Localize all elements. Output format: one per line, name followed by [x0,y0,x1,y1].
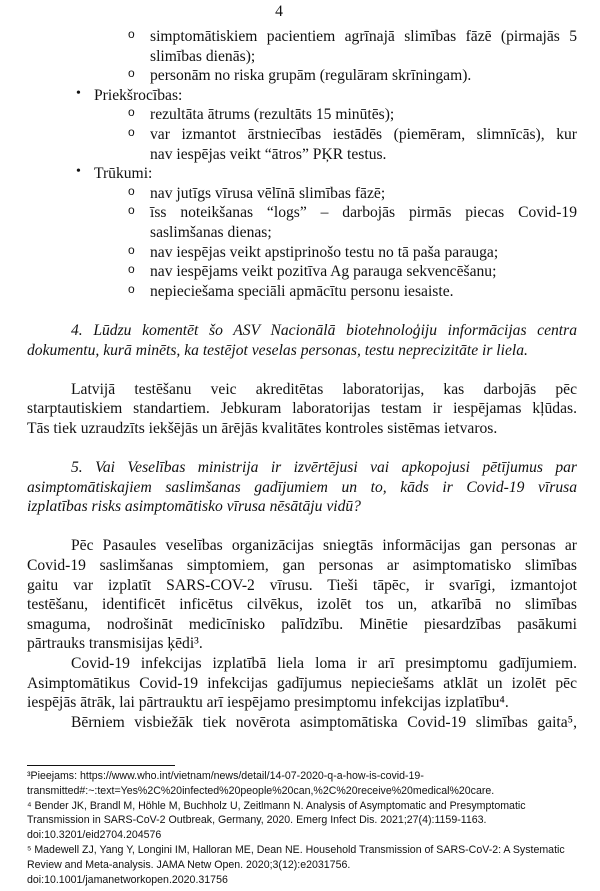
footnote-line: transmitted#:~:text=Yes%2C%20infected%20people%20can,%2C%20receive%20medical%20care. [27,784,495,797]
list-item-line: nav iespējams veikt pozitīva Ag parauga sekvencēšanu; [150,263,497,281]
bullet-label: Trūkumi: [94,165,153,183]
sub-list-item [27,27,577,66]
spacer [27,438,577,458]
bullet-heading [27,164,577,184]
answer-4-line: Tās tiek uzraudzīts iekšējās un ārējās kvalitātes kontroles sistēmas ietvaros. [27,419,498,437]
bullet-label: Priekšrocības: [94,86,183,104]
bullet-heading [27,86,577,106]
list-item-line: slimības dienās); [150,47,256,65]
list-item-line: nav iespējas veikt “ātros” PĶR testus. [150,145,387,163]
list-item-line: īss noteikšanas “logs” – darbojās pirmās piecas Covid-19 [150,204,577,222]
question-4-line: dokumentu, kurā minēts, ka testējot veselas personas, testu neprecizitāte ir liela. [27,341,528,359]
footnote-line: Transmission in SARS-CoV-2 Outbreak, Germany, 2020. Emerg Infect Dis. 2021;27(4):1159-1163. [27,814,487,827]
sub-list-item [27,105,577,125]
answer-5-line: gaitu var izplatīt SARS-COV-2 vīrusu. Tieši tāpēc, ir svarīgi, izmantojot [27,576,577,594]
circle-bullet-icon: o [128,242,135,257]
list-item-line: nav jutīgs vīrusa vēlīnā slimības fāzē; [150,184,386,202]
sub-list-item [27,243,577,263]
circle-bullet-icon: o [128,124,135,139]
answer-5-line: iespējās ātrāk, lai pārtrauktu arī iespējamo presimptomu infekcijas izplatību⁴. [27,694,509,712]
circle-bullet-icon: o [128,27,135,41]
footnote-3 [27,769,587,799]
circle-bullet-icon: o [128,105,135,120]
list-item-line: saslimšanas dienas; [150,223,272,241]
footnote-divider [27,765,175,766]
answer-5-line: Asimptomātikus Covid-19 infekcijas gadījumus nepieciešams atklāt un izolēt pēc [27,674,577,692]
footnote-line: Review and Meta-analysis. JAMA Netw Open. 2020;3(12):e2031756. [27,858,351,871]
sub-list-item [27,125,577,164]
circle-bullet-icon: o [128,203,135,218]
answer-4-line: Latvijā testēšanu veic akreditētas laboratorijas, kas darbojās pēc [71,380,577,398]
question-4-line: 4. Lūdzu komentēt šo ASV Nacionālā biotehnoloģiju informācijas centra [71,321,577,339]
list-item-line: nav iespējas veikt apstiprinošo testu no tā paša parauga; [150,243,499,261]
answer-5-line: testēšanu, identificēt inficētus cilvēkus, izolēt tos un, atkarībā no slimības [27,596,577,614]
list-item-line: personām no riska grupām (regulāram skrīningam). [150,67,472,85]
sub-list-item [27,262,577,282]
answer-5-line: Bērniem visbiežāk tiek novērota asimptomātiska Covid-19 slimības gaita⁵, [71,713,577,731]
circle-bullet-icon: o [128,281,135,296]
spacer [27,360,577,380]
spacer [27,301,577,321]
question-5-line: 5. Vai Veselības ministrija ir izvērtējusi vai apkopojusi pētījumus par [71,459,577,477]
footnote-line: ⁴ Bender JK, Brandl M, Höhle M, Buchholz U, Zeitlmann N. Analysis of Asymptomatic and Presymptomatic [27,799,526,812]
page-number: 4 [275,3,283,20]
list-item-line: var izmantot ārstniecības iestādēs (piemēram, slimnīcās), kur [150,125,577,143]
footnote-4 [27,799,587,843]
answer-5-line: smaguma, nodrošināt medicīnisko palīdzību. Minētie piesardzības pasākumi [27,615,577,633]
document-body [27,27,577,732]
sub-list-item [27,184,577,204]
answer-5-line: pārtrauks transmisijas ķēdi³. [27,635,203,653]
footnote-line: doi:10.1001/jamanetworkopen.2020.31756 [27,873,228,886]
list-item-line: rezultāta ātrums (rezultāts 15 minūtēs); [150,106,395,124]
circle-bullet-icon: o [128,262,135,277]
sub-list-item [27,282,577,302]
circle-bullet-icon: o [128,66,135,81]
list-item-line: simptomātiskiem pacientiem agrīnajā slimības fāzē (pirmajās 5 [150,28,577,45]
answer-5-line: Covid-19 saslimšanas simptomiem, gan personas ar asimptomatisko slimības [27,557,577,575]
answer-5-line: Pēc Pasaules veselības organizācijas sniegtās informācijas gan personas ar [71,537,577,555]
answer-4-line: starptautiskiem standartiem. Jebkuram laboratorijas testam ir iespējamas kļūdas. [27,400,577,418]
question-5-line: asimptomātiskajiem saslimšanas gadījumiem un to, kāds ir Covid-19 vīrusa [27,478,577,496]
circle-bullet-icon: o [128,183,135,198]
answer-5-line: Covid-19 infekcijas izplatībā liela loma ir arī presimptomu gadījumiem. [71,655,577,672]
footnote-5 [27,843,587,887]
sub-list-item [27,203,577,242]
spacer [27,517,577,537]
list-item-line: nepieciešama speciāli apmācītu personu iesaiste. [150,282,454,300]
footnotes [27,769,587,887]
footnote-line: ³Pieejams: https://www.who.int/vietnam/news/detail/14-07-2020-q-a-how-is-covid-19- [27,770,424,782]
bullet-dot-icon: • [76,164,81,180]
footnote-line: ⁵ Madewell ZJ, Yang Y, Longini IM, Halloran ME, Dean NE. Household Transmission of SARS-CoV-2: A Systematic [27,843,565,856]
sub-list-item [27,66,577,86]
footnote-line: doi:10.3201/eid2704.204576 [27,829,162,842]
bullet-dot-icon: • [76,85,81,101]
question-5-line: izplatības risks asimptomātisko vīrusa nēsātāju vidū? [27,498,361,516]
